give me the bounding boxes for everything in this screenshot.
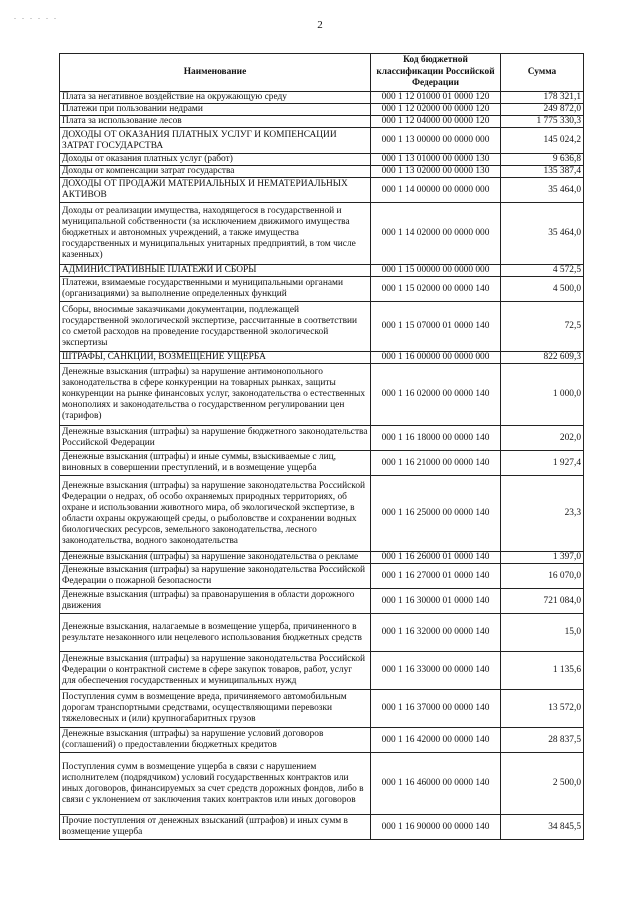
table-row <box>60 116 584 128</box>
table-row <box>60 728 584 753</box>
row-name: Денежные взыскания (штрафы) и иные суммы, взыскиваемые с лиц, виновных в совершении преступлений, и в возмещение ущерба <box>60 451 371 476</box>
row-code: 000 1 15 00000 00 0000 000 <box>371 265 501 277</box>
row-code: 000 1 16 46000 00 0000 140 <box>371 753 501 815</box>
row-sum: 1 775 330,3 <box>501 116 584 128</box>
row-sum: 1 135,6 <box>501 652 584 690</box>
table-row <box>60 154 584 166</box>
row-sum: 721 084,0 <box>501 589 584 614</box>
table-row <box>60 476 584 552</box>
header-code: Код бюджетной классификации Российской Федерации <box>371 54 501 92</box>
row-code: 000 1 16 18000 00 0000 140 <box>371 426 501 451</box>
row-sum: 4 572,5 <box>501 265 584 277</box>
row-sum: 822 609,3 <box>501 352 584 364</box>
table-row <box>60 166 584 178</box>
row-code: 000 1 14 00000 00 0000 000 <box>371 178 501 203</box>
row-name: Доходы от реализации имущества, находящегося в государственной и муниципальной собственности (за исключением движимого имущества бюджетных и автономных учреждений, а также имущества государственных и муниципальных унитарных предприятий, в том числе казенных) <box>60 203 371 265</box>
row-sum: 13 572,0 <box>501 690 584 728</box>
row-sum: 2 500,0 <box>501 753 584 815</box>
row-code: 000 1 16 90000 00 0000 140 <box>371 815 501 840</box>
header-row <box>60 54 584 92</box>
row-code: 000 1 16 37000 00 0000 140 <box>371 690 501 728</box>
row-sum: 145 024,2 <box>501 128 584 154</box>
row-code: 000 1 15 07000 01 0000 140 <box>371 302 501 352</box>
table-row <box>60 753 584 815</box>
table-row <box>60 589 584 614</box>
row-name: Доходы от компенсации затрат государства <box>60 166 371 178</box>
row-name: Денежные взыскания, налагаемые в возмещение ущерба, причиненного в результате незаконного или нецелевого использования бюджетных средств <box>60 614 371 652</box>
row-sum: 28 837,5 <box>501 728 584 753</box>
table-row <box>60 815 584 840</box>
table-row <box>60 690 584 728</box>
table-row <box>60 614 584 652</box>
page-number: 2 <box>317 19 323 31</box>
table-row <box>60 302 584 352</box>
table-section-row <box>60 178 584 203</box>
scan-marks: . . . . . . <box>14 12 58 21</box>
budget-table <box>59 53 584 840</box>
row-name: Денежные взыскания (штрафы) за нарушение законодательства Российской Федерации о недрах, об особо охраняемых природных территориях, об охране и использовании животного мира, об экологической экспертизе, в области охраны окружающей среды, о рыболовстве и сохранении водных биологических ресурсов, земельного законодательства, лесного законодательства, водного законодательства <box>60 476 371 552</box>
row-code: 000 1 13 00000 00 0000 000 <box>371 128 501 154</box>
row-name: Плата за негативное воздействие на окружающую среду <box>60 92 371 104</box>
table-row <box>60 364 584 426</box>
header-name: Наименование <box>60 54 371 92</box>
row-name: Денежные взыскания (штрафы) за нарушение законодательства о рекламе <box>60 552 371 564</box>
row-name: ДОХОДЫ ОТ ОКАЗАНИЯ ПЛАТНЫХ УСЛУГ И КОМПЕНСАЦИИ ЗАТРАТ ГОСУДАРСТВА <box>60 128 371 154</box>
row-name: Доходы от оказания платных услуг (работ) <box>60 154 371 166</box>
table-section-row <box>60 265 584 277</box>
row-sum: 202,0 <box>501 426 584 451</box>
table-row <box>60 92 584 104</box>
row-name: АДМИНИСТРАТИВНЫЕ ПЛАТЕЖИ И СБОРЫ <box>60 265 371 277</box>
row-code: 000 1 12 01000 01 0000 120 <box>371 92 501 104</box>
table-row <box>60 552 584 564</box>
row-sum: 4 500,0 <box>501 277 584 302</box>
row-sum: 178 321,1 <box>501 92 584 104</box>
row-sum: 249 872,0 <box>501 104 584 116</box>
table-row <box>60 426 584 451</box>
row-name: Платежи при пользовании недрами <box>60 104 371 116</box>
row-sum: 1 397,0 <box>501 552 584 564</box>
row-code: 000 1 12 04000 00 0000 120 <box>371 116 501 128</box>
header-sum: Сумма <box>501 54 584 92</box>
row-code: 000 1 12 02000 00 0000 120 <box>371 104 501 116</box>
row-name: Поступления сумм в возмещение вреда, причиняемого автомобильным дорогам транспортными средствами, осуществляющими перевозки тяжеловесных и (или) крупногабаритных грузов <box>60 690 371 728</box>
row-code: 000 1 16 02000 00 0000 140 <box>371 364 501 426</box>
row-name: Сборы, вносимые заказчиками документации, подлежащей государственной экологической экспертизе, рассчитанные в соответствии со сметой расходов на проведение государственной экологической экспертизы <box>60 302 371 352</box>
row-name: Денежные взыскания (штрафы) за нарушение законодательства Российской Федерации о контрактной системе в сфере закупок товаров, работ, услуг для обеспечения государственных и муниципальных нужд <box>60 652 371 690</box>
row-name: Денежные взыскания (штрафы) за нарушение условий договоров (соглашений) о предоставлении бюджетных кредитов <box>60 728 371 753</box>
table-row <box>60 277 584 302</box>
row-code: 000 1 16 26000 01 0000 140 <box>371 552 501 564</box>
row-code: 000 1 16 25000 00 0000 140 <box>371 476 501 552</box>
row-code: 000 1 15 02000 00 0000 140 <box>371 277 501 302</box>
row-sum: 16 070,0 <box>501 564 584 589</box>
row-name: Денежные взыскания (штрафы) за нарушение законодательства Российской Федерации о пожарной безопасности <box>60 564 371 589</box>
row-sum: 35 464,0 <box>501 178 584 203</box>
row-name: ДОХОДЫ ОТ ПРОДАЖИ МАТЕРИАЛЬНЫХ И НЕМАТЕРИАЛЬНЫХ АКТИВОВ <box>60 178 371 203</box>
row-sum: 9 636,8 <box>501 154 584 166</box>
row-name: Денежные взыскания (штрафы) за нарушение бюджетного законодательства Российской Федерации <box>60 426 371 451</box>
row-code: 000 1 16 32000 00 0000 140 <box>371 614 501 652</box>
table-section-row <box>60 128 584 154</box>
table-row <box>60 652 584 690</box>
row-name: Прочие поступления от денежных взысканий (штрафов) и иных сумм в возмещение ущерба <box>60 815 371 840</box>
row-code: 000 1 13 01000 00 0000 130 <box>371 154 501 166</box>
row-code: 000 1 16 27000 01 0000 140 <box>371 564 501 589</box>
row-sum: 1 927,4 <box>501 451 584 476</box>
row-name: Денежные взыскания (штрафы) за нарушение антимонопольного законодательства в сфере конкуренции на товарных рынках, защиты конкуренции на рынке финансовых услуг, законодательства о естественных монополиях и законодательства о государственном регулировании цен (тарифов) <box>60 364 371 426</box>
row-name: ШТРАФЫ, САНКЦИИ, ВОЗМЕЩЕНИЕ УЩЕРБА <box>60 352 371 364</box>
row-code: 000 1 16 00000 00 0000 000 <box>371 352 501 364</box>
row-sum: 1 000,0 <box>501 364 584 426</box>
row-name: Платежи, взимаемые государственными и муниципальными органами (организациями) за выполнение определенных функций <box>60 277 371 302</box>
row-sum: 34 845,5 <box>501 815 584 840</box>
table-row <box>60 104 584 116</box>
row-sum: 72,5 <box>501 302 584 352</box>
row-name: Плата за использование лесов <box>60 116 371 128</box>
row-code: 000 1 16 30000 01 0000 140 <box>371 589 501 614</box>
row-sum: 15,0 <box>501 614 584 652</box>
table-body <box>60 92 584 840</box>
row-code: 000 1 16 21000 00 0000 140 <box>371 451 501 476</box>
row-code: 000 1 14 02000 00 0000 000 <box>371 203 501 265</box>
row-sum: 135 387,4 <box>501 166 584 178</box>
table-row <box>60 564 584 589</box>
row-name: Поступления сумм в возмещение ущерба в связи с нарушением исполнителем (подрядчиком) условий государственных контрактов или иных договоров, финансируемых за счет средств дорожных фондов, либо в связи с уклонением от заключения таких контрактов или иных договоров <box>60 753 371 815</box>
row-code: 000 1 16 33000 00 0000 140 <box>371 652 501 690</box>
table-section-row <box>60 352 584 364</box>
row-code: 000 1 13 02000 00 0000 130 <box>371 166 501 178</box>
row-name: Денежные взыскания (штрафы) за правонарушения в области дорожного движения <box>60 589 371 614</box>
row-code: 000 1 16 42000 00 0000 140 <box>371 728 501 753</box>
table-row <box>60 451 584 476</box>
table-row <box>60 203 584 265</box>
row-sum: 23,3 <box>501 476 584 552</box>
row-sum: 35 464,0 <box>501 203 584 265</box>
